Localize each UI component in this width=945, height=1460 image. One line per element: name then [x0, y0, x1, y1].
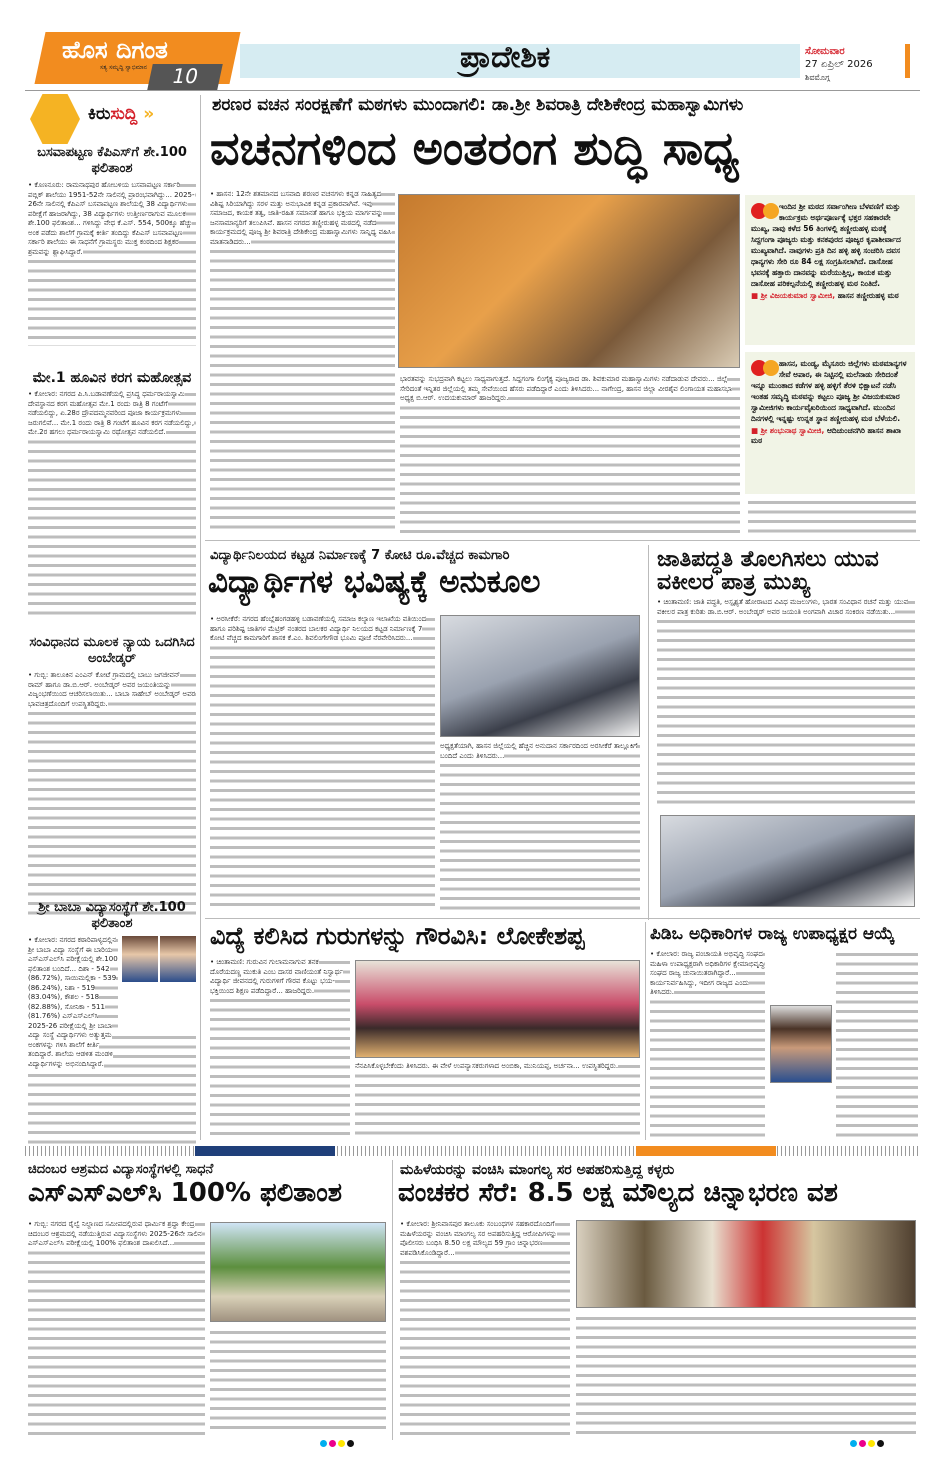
quote-author: ■ ಶ್ರೀ ವಿಜಯಕುಮಾರ ಸ್ವಾಮೀಜಿ, ಹಾಸನ ತಣ್ಣೀರುಹಳ್ಳ ಮಠ: [751, 291, 899, 300]
row-rule: [205, 540, 920, 541]
section-divider-stripe: [25, 1146, 920, 1156]
row-rule: [205, 918, 920, 919]
weekday: ಸೋಮವಾರ: [805, 46, 845, 57]
brief-headline: ಬಸವಾಪಟ್ಟಣ ಕೆಪಿಎಸ್‌ಗೆ ಶೇ.100 ಫಲಿತಾಂಶ: [37, 145, 187, 176]
story4-photo-teachers-felicitation: [355, 960, 640, 1058]
edition-city: ಶಿವಮೊಗ್ಗ: [805, 73, 830, 82]
story2-headline: ವಿದ್ಯಾರ್ಥಿಗಳ ಭವಿಷ್ಯಕ್ಕೆ ಅನುಕೂಲ: [208, 564, 541, 600]
story2-body: • ಅರಸೀಕೆರೆ: ನಗರದ ಹೆಂಬ್ಲೆಹಂಗಡಹಳ್ಳಿ ಬಡಾವಣೆಯಲ್ಲಿ ಸಮಾಜ ಕಲ್ಯಾಣ ಇಲಾಖೆಯ ವತಿಯಿಂದ ಹಾಗೂ ಪರಿಶಿಷ್ಟ ಜಾತಿಗಳ ಮೆಟ್ರಿಕ್ ನಂತರದ ಬಾಲಕರ ವಿದ್ಯಾರ್ಥಿ ನಿಲಯದ ಕಟ್ಟಡ ನಿರ್ಮಾಣಕ್ಕೆ 7 ಕೋಟಿ ವೆಚ್ಚದ ಕಾಮಗಾರಿಗೆ ಶಾಸಕ ಕೆ.ಎಂ. ಶಿವಲಿಂಗೇಗೌಡ ಭೂಮಿ ಪೂಜೆ ನೆರವೇರಿಸಿದರು...: [210, 615, 435, 910]
pointing-hand-icon: [30, 94, 80, 144]
brief-body: • ಕೋಲಾರ: ನಗರದ ಕಠಾರಿಪಾಳ್ಯದಲ್ಲಿನ ಶ್ರೀ ಬಾಬಾ ವಿದ್ಯಾ ಸಂಸ್ಥೆಗೆ ಈ ಬಾರಿಯ ಎಸ್‌ಎಸ್‌ಎಲ್‌ಸಿ ಪರೀಕ್ಷೆಯಲ್ಲಿ ಶೇ.100 ಫಲಿತಾಂಶ ಬಂದಿದೆ... ದಿಶಾ - 542 (86.72%), ಸಾಯಿಮಲ್ಲಿಕಾ - 539 (86.24%), ನಿಶಾ - 519 (83.04%), ಕೌಶಲ - 518 (82.88%), ಸೋನಿಕಾ - 511 (81.76%) ಎಸ್‌ಎಸ್‌ಎಲ್‌ಸಿ 2025-26 ಪರೀಕ್ಷೆಯಲ್ಲಿ ಶ್ರೀ ಬಾಬಾ ವಿದ್ಯಾ ಸಂಸ್ಥೆ ವಿದ್ಯಾರ್ಥಿಗಳು ಅತ್ಯುತ್ತಮ ಅಂಕಗಳನ್ನು ಗಳಿಸಿ ಶಾಲೆಗೆ ಕೀರ್ತಿ ತಂದಿದ್ದಾರೆ. ಶಾಲೆಯ ಆಡಳಿತ ಮಂಡಳಿ ವಿದ್ಯಾರ್ಥಿಗಳನ್ನು ಅಭಿನಂದಿಸಿದ್ದಾರೆ.: [28, 936, 118, 1068]
story3-photo-lawyers-group: [660, 815, 915, 907]
brief-headline: ಶ್ರೀ ಬಾಬಾ ವಿದ್ಯಾಸಂಸ್ಥೆಗೆ ಶೇ.100 ಫಲಿತಾಂಶ: [38, 900, 186, 931]
story2-photo-groundbreaking: [440, 615, 640, 737]
brief-1: [28, 145, 196, 346]
newspaper-logo: ಹೊಸ ದಿಗಂತ: [62, 36, 168, 64]
date-block: [805, 45, 873, 84]
print-registration-marks: [320, 1440, 354, 1447]
column-divider: [392, 1160, 393, 1440]
lead-body-tail: [748, 498, 916, 533]
story5-body-cont: [836, 950, 918, 1140]
story5-body: • ಕೋಲಾರ: ರಾಜ್ಯ ಪಂಚಾಯತಿ ಅಭಿವೃದ್ಧಿ ಸಂಘದ ಮಹಿಳಾ ಉಪಾಧ್ಯಕ್ಷರಾಗಿ ಅಧಿಕಾರಿಗಳ ಕ್ಷೇಮಾಭಿವೃದ್ಧಿ ಸಂಘದ ರಾಜ್ಯ ಚುನಾಯಿತರಾಗಿದ್ದಾರೆ... ಕಾರ್ಯನಿರ್ವಹಿಸಿದ್ದು, ಇದೀಗ ರಾಜ್ಯದ ಎಂದು ತಿಳಿಸಿದರು.: [650, 950, 765, 1140]
brief-3: [28, 635, 196, 916]
story2-kicker: ವಿದ್ಯಾರ್ಥಿನಿಲಯದ ಕಟ್ಟಡ ನಿರ್ಮಾಣಕ್ಕೆ 7 ಕೋಟಿ ರೂ.ವೆಚ್ಚದ ಕಾಮಗಾರಿ: [210, 548, 510, 563]
story5-headline: ಪಿಡಿಒ ಅಧಿಕಾರಿಗಳ ರಾಜ್ಯ ಉಪಾಧ್ಯಕ್ಷರ ಆಯ್ಕೆ: [650, 924, 895, 944]
story6-kicker: ಚಿದಂಬರ ಆಶ್ರಮದ ವಿದ್ಯಾಸಂಸ್ಥೆಗಳಲ್ಲಿ ಸಾಧನೆ: [28, 1162, 214, 1177]
quote-text: ಹಾಸನ, ಮಂಡ್ಯ, ಮೈಸೂರು ಜಿಲ್ಲೆಗಳು ಮಠಮಾನ್ಯಗಳ ಸೇವೆ ಅಪಾರ, ಈ ನಿಟ್ಟಿನಲ್ಲಿ ಮಲೆನಾಡು ಸೇರಿದಂತೆ ಇನ್ನೂ ಮುಂತಾದ ಕಡೆಗಳ ಹಳ್ಳಿ ಹಳ್ಳಿಗೆ ತೆರಳಿ ಭಿಕ್ಷಾಟನೆ ನಡೆಸಿ ಇಂತಹ ಸಮೃದ್ಧಿ ಮಠವನ್ನು ಕಟ್ಟಲು ಪೂಜ್ಯ ಶ್ರೀ ವಿಜಯಕುಮಾರ ಸ್ವಾಮೀಜಿಗಳು ಕಾರ್ಯವೈಖರಿಯಿಂದ ಸಾಧ್ಯವಾಗಿದೆ. ಮುಂದಿನ ದಿನಗಳಲ್ಲಿ ಇನ್ನಷ್ಟು ಉನ್ನತ ಸ್ಥಾನ ತಣ್ಣೀರುಹಳ್ಳ ಮಠ ಬೆಳೆಯಲಿ.: [751, 359, 907, 423]
student-photo: [122, 936, 158, 982]
story7-body: • ಕೋಲಾರ: ಶ್ರೀನಿವಾಸಪುರ ತಾಲೂಕು ಸಂಬಂಧಗಳ ಸಹಕಾರದೊಂದಿಗೆ ಮಹಿಳೆಯರನ್ನು ವಂಚಿಸಿ ಮಾಂಗಲ್ಯ ಸರ ಅಪಹರಿಸುತ್ತಿದ್ದ ಆರೋಪಿಗಳನ್ನು ಪೊಲೀಸರು ಬಂಧಿಸಿ 8.50 ಲಕ್ಷ ಮೌಲ್ಯದ 59 ಗ್ರಾಂ ಚಿನ್ನಾಭರಣ ವಶಪಡಿಸಿಕೊಂಡಿದ್ದಾರೆ...: [400, 1220, 570, 1435]
divider-orange-block: [636, 1146, 776, 1156]
lead-photo-swamijis-lamp-lighting: [398, 194, 740, 368]
story7-photo-police-seized-gold: [576, 1220, 916, 1308]
story6-body-cont: [210, 1328, 386, 1435]
story4-body-cont: ನೆನಪಿಸಿಕೊಳ್ಳಬೇಕೆಂದು ತಿಳಿಸಿದರು. ಈ ವೇಳೆ ಉಪನ್ಯಾಸಕರುಗಳಾದ ಅಂಬಿಕಾ, ಮುನಿಯಪ್ಪ, ಅರ್ಚನಾ... ಉಪಸ್ಥಿತರಿದ್ದರು.: [355, 1062, 640, 1140]
story6-headline: ಎಸ್‌ಎಸ್‌ಎಲ್‌ಸಿ 100% ಫಲಿತಾಂಶ: [28, 1178, 342, 1208]
story3-headline: ಜಾತಿಪದ್ಧತಿ ತೊಲಗಿಸಲು ಯುವ ವಕೀಲರ ಪಾತ್ರ ಮುಖ್ಯ: [657, 547, 879, 596]
print-registration-marks: [850, 1440, 884, 1447]
column-divider: [648, 545, 649, 920]
section-title: ಪ್ರಾದೇಶಿಕ: [460, 40, 551, 75]
header-rule: [25, 90, 920, 91]
lead-body: • ಹಾಸನ: 12ನೇ ಶತಮಾನದ ಬಸವಾದಿ ಶರಣರ ವಚನಗಳು ಕನ್ನಡ ಸಾಹಿತ್ಯದ ವಿಶಿಷ್ಟ ಸಿರಿಯಾಗಿದ್ದು ಸರಳ ಮತ್ತು ಅನುಭಾವಿಕ ಕನ್ನಡ ಪ್ರಕಾರವಾಗಿವೆ. ಇವು ಸಮಾಜದ, ಕಾಯಕ ತತ್ವ, ಜಾತಿ-ರಹಿತ ಸಮಾನತೆ ಹಾಗೂ ಭಕ್ತಿಯ ಮಾರ್ಗವನ್ನು ಜನಸಾಮಾನ್ಯರಿಗೆ ತಲುಪಿಸಿವೆ. ಹಾಸನ ನಗರದ ತಣ್ಣೀರುಹಳ್ಳ ಮಠದಲ್ಲಿ ನಡೆದ ಕಾರ್ಯಕ್ರಮದಲ್ಲಿ ಪೂಜ್ಯ ಶ್ರೀ ಶಿವರಾತ್ರಿ ದೇಶಿಕೇಂದ್ರ ಮಹಾಸ್ವಾಮಿಗಳು ಸಾನ್ನಿಧ್ಯ ವಹಿಸಿ ಮಾತನಾಡಿದರು...: [210, 190, 395, 535]
quote-icon: [751, 201, 779, 221]
student-photos: [122, 936, 196, 1031]
story7-kicker: ಮಹಿಳೆಯರನ್ನು ವಂಚಿಸಿ ಮಾಂಗಲ್ಯ ಸರ ಅಪಹರಿಸುತ್ತಿದ್ದ ಕಳ್ಳರು: [400, 1162, 675, 1178]
story6-body: • ಗುಬ್ಬಿ: ನಗರದ ರೈಲ್ವೆ ನಿಲ್ದಾಣದ ಸಮೀಪದಲ್ಲಿರುವ ಧಾರ್ಮಿಕ ಶ್ರದ್ಧಾ ಕೇಂದ್ರ ಚಿದಂಬರ ಆಶ್ರಮದಲ್ಲಿ ನಡೆಯುತ್ತಿರುವ ವಿದ್ಯಾಸಂಸ್ಥೆಗಳು 2025-26ನೇ ಸಾಲಿನ ಎಸ್‌ಎಸ್‌ಎಲ್‌ಸಿ ಪರೀಕ್ಷೆಯಲ್ಲಿ 100% ಫಲಿತಾಂಶ ದಾಖಲಿಸಿದೆ...: [28, 1220, 205, 1435]
lead-headline: ವಚನಗಳಿಂದ ಅಂತರಂಗ ಶುದ್ಧಿ ಸಾಧ್ಯ: [210, 121, 740, 175]
quote-icon: [751, 358, 779, 378]
divider-blue-block: [195, 1146, 335, 1156]
quote-box-2: [745, 352, 915, 494]
lead-kicker: ಶರಣರ ವಚನ ಸಂರಕ್ಷಣೆಗೆ ಮಠಗಳು ಮುಂದಾಗಲಿ: ಡಾ.ಶ್ರೀ ಶಿವರಾತ್ರಿ ದೇಶಿಕೇಂದ್ರ ಮಹಾಸ್ವಾಮಿಗಳು: [212, 95, 744, 115]
story5-portrait: [770, 1005, 832, 1083]
column-divider: [645, 922, 646, 1140]
brief-headline: ಮೇ.1 ಹೂವಿನ ಕರಗ ಮಹೋತ್ಸವ: [32, 370, 192, 386]
quote-text: ಇಂದಿನ ಶ್ರೀ ಮಠದ ಸರ್ವಾಂಗೀಣ ಬೆಳವಣಿಗೆ ಮತ್ತು ಕಾರ್ಯಕ್ರಮ ಅರ್ಥಪೂರ್ಣಕ್ಕೆ ಭಕ್ತರ ಸಹಕಾರವೇ ಮುಖ್ಯ, ನಾವು ಕಳೆದ 56 ತಿಂಗಳಲ್ಲಿ ತಣ್ಣೀರುಹಳ್ಳ ಮಠಕ್ಕೆ ಸಿದ್ದಗಂಗಾ ಪೂಜ್ಯರು ಮತ್ತು ಕನಕಪುರದ ಪೂಜ್ಯರ ಕೃಪಾಶೀರ್ವಾದ ಮುಖ್ಯವಾಗಿದೆ. ನಾವುಗಳು ಪ್ರತಿ ದಿನ ಹಳ್ಳಿ ಹಳ್ಳಿ ಸಂಚರಿಸಿ ದವಸ ಧಾನ್ಯಗಳು ಸೇರಿ ರೂ 84 ಲಕ್ಷ ಸಂಗ್ರಹಿಸಲಾಗಿದೆ. ದಾಸೋಹ ಭವನಕ್ಕೆ ಹತ್ತಾರು ದಾನವನ್ನು ಮರೆಯುತ್ತಿಲ್ಲ, ಕಾಯಕ ಮತ್ತು ದಾಸೋಹ ಪರಿಕಲ್ಪನೆಯಲ್ಲಿ ತಣ್ಣೀರುಹಳ್ಳ ಮಠ ನಿಂತಿದೆ.: [751, 202, 901, 288]
quote-box-1: [745, 195, 915, 345]
date: 27 ಏಪ್ರಿಲ್ 2026: [805, 59, 873, 70]
logo-tagline: ಸತ್ಯ ಸಮೃದ್ಧಿ ಸ್ವಾಭಿಮಾನ: [100, 64, 147, 71]
story4-headline: ವಿದ್ಯೆ ಕಲಿಸಿದ ಗುರುಗಳನ್ನು ಗೌರವಿಸಿ: ಲೋಕೇಶಪ್ಪ: [210, 922, 585, 950]
orange-accent: [905, 44, 910, 78]
brief-body: • ಕೋಲಾರ: ನಗರದ ಪಿ.ಸಿ.ಬಡಾವಣೆಯಲ್ಲಿ ಪ್ರಸಿದ್ಧ ಧರ್ಮರಾಯಸ್ವಾಮಿ ದೇವಸ್ಥಾನದ ಕರಗ ಮಹೋತ್ಸವ ಮೇ.1 ರಂದು ರಾತ್ರಿ 8 ಗಂಟೆಗೆ ನಡೆಯಲಿದ್ದು, ಏ.28ರ ದ್ರೌಪದಮ್ಮನವರಿಂದ ಪೂಜಾ ಕಾರ್ಯಕ್ರಮಗಳು ಜರುಗಲಿವೆ... ಮೇ.1 ರಂದು ರಾತ್ರಿ 8 ಗಂಟೆಗೆ ಹೂವಿನ ಕರಗ ನಡೆಯಲಿದ್ದು, ಮೇ.2ರ ಹಗಲು ಧರ್ಮರಾಯಸ್ವಾಮಿ ರಥೋತ್ಸವ ನಡೆಯಲಿದೆ.: [28, 390, 196, 615]
kirusuddi-title: ಕಿರುಸುದ್ದಿ »: [88, 104, 155, 124]
brief-headline: ಸಂವಿಧಾನದ ಮೂಲಕ ನ್ಯಾಯ ಒದಗಿಸಿದ ಅಂಬೇಡ್ಕರ್: [29, 635, 195, 666]
brief-body: • ಗುಬ್ಬಿ: ತಾಲೂಕಿನ ಎಂಎನ್ ಕೋಟೆ ಗ್ರಾಮದಲ್ಲಿ ಬಾಬು ಜಗಜೀವನ್ ರಾಮ್ ಹಾಗೂ ಡಾ.ಬಿ.ಆರ್. ಅಂಬೇಡ್ಕರ್ ಅವರ ಜಯಂತಿಯನ್ನು ವಿಜೃಂಭಣೆಯಿಂದ ಆಚರಿಸಲಾಯಿತು... ಬಾಬಾ ಸಾಹೇಬ್ ಅಂಬೇಡ್ಕರ್ ಅವರ ಭಾವಚಿತ್ರದೊಂದಿಗೆ ಉಪಸ್ಥಿತರಿದ್ದರು.: [28, 671, 196, 916]
lead-body-cont: ಭಾರತವನ್ನು ಸುಭದ್ರವಾಗಿ ಕಟ್ಟಲು ಸಾಧ್ಯವಾಗುತ್ತದೆ. ಸಿದ್ದಗಂಗಾ ಲಿಂಗೈಕ್ಯ ಪೂಜ್ಯರಾದ ಡಾ. ಶಿವಕುಮಾರ ಮಹಾಸ್ವಾಮಿಗಳು ನಡೆದಾಡುವ ದೇವರು... ಜಿಲ್ಲೆ ಸೇರಿದಂತೆ ಇನ್ನಿತರ ಜಿಲ್ಲೆಯಲ್ಲಿ ತಮ್ಮ ಸೇವೆಯಿಂದ ಹೆಸರು ಪಡೆದಿದ್ದಾರೆ ಎಂದು ತಿಳಿಸಿದರು... ನಾಗೇಂದ್ರ, ಹಾಸನ ಜಿಲ್ಲಾ ವೀರಶೈವ ಲಿಂಗಾಯತ ಮಹಾಸಭಾ ಅಧ್ಯಕ್ಷ ಬಿ.ಆರ್. ಉದಯಕುಮಾರ್ ಹಾಜರಿದ್ದರು.: [400, 375, 740, 535]
student-photo: [160, 936, 196, 982]
brief-4: [28, 900, 196, 1148]
story3-body: • ಚಿಂತಾಮಣಿ: ಜಾತಿ ಪದ್ಧತಿ, ಅಸ್ಪೃಶ್ಯತೆ ಹೋರಾಟದ ವಿವಿಧ ಮಜಲುಗಳು, ಭಾರತ ಸಂವಿಧಾನ ರಚನೆ ಮತ್ತು ಯುವ ವಕೀಲರ ಪಾತ್ರ ಕುರಿತು ಡಾ.ಬಿ.ಆರ್. ಅಂಬೇಡ್ಕರ್ ಅವರ ಜಯಂತಿ ಅಂಗವಾಗಿ ವಿಚಾರ ಸಂಕಿರಣ ನಡೆಯಿತು...: [657, 598, 915, 810]
story6-photo-school-building: [210, 1222, 386, 1322]
story4-body: • ಚಿಂತಾಮಣಿ: ಗುರುವಿನ ಗುಲಾಮನಾಗುವ ತನಕ ದೊರೆಯದಣ್ಣ ಮುಕುತಿ ಎಂಬ ದಾಸರ ವಾಣಿಯಂತೆ ನಿಸ್ವಾರ್ಥ ವಿದ್ಯಾರ್ಥಿ ಜೀವನದಲ್ಲಿ ಗುರುಗಳಿಗೆ ಗೌರವ ಕೊಟ್ಟು ಭಯ-ಭಕ್ತಿಯಿಂದ ಶಿಕ್ಷಣ ಪಡೆದಿದ್ದಾರೆ... ಹಾಜರಿದ್ದರು.: [210, 958, 350, 1140]
story7-headline: ವಂಚಕರ ಸೆರೆ: 8.5 ಲಕ್ಷ ಮೌಲ್ಯದ ಚಿನ್ನಾಭರಣ ವಶ: [398, 1178, 838, 1208]
brief-body: • ಕೊಣನೂರು: ರಾಮನಾಥಪುರ ಹೋಬಳಿಯ ಬಸವಾಪಟ್ಟಣ ಸರ್ಕಾರಿ ಪಬ್ಲಿಕ್ ಶಾಲೆಯು 1951-52ನೇ ಸಾಲಿನಲ್ಲಿ ಪ್ರಾರಂಭವಾಗಿದ್ದು... 2025-26ನೇ ಸಾಲಿನಲ್ಲಿ ಕೆಪಿಎಸ್ ಬಸವಾಪಟ್ಟಣ ಶಾಲೆಯಲ್ಲಿ 38 ವಿದ್ಯಾರ್ಥಿಗಳು ಪರೀಕ್ಷೆಗೆ ಹಾಜರಾಗಿದ್ದು, 38 ವಿದ್ಯಾರ್ಥಿಗಳು ಉತ್ತೀರ್ಣರಾಗುವ ಮೂಲಕ ಶೇ.100 ಫಲಿತಾಂಶ... ಗಳಿಸಿದ್ದು ವೇಧ ಕೆ.ಎಸ್. 554, 500ಕ್ಕೂ ಹೆಚ್ಚು ಅಂಕ ಪಡೆದು ಶಾಲೆಗೆ ಗ್ರಾಮಕ್ಕೆ ಕೀರ್ತಿ ತಂದಿದ್ದು ಕೆಪಿಎಸ್ ಬಸವಾಪಟ್ಟಣ ಸರ್ಕಾರಿ ಶಾಲೆಯು ಈ ಸಾಧನೆಗೆ ಗ್ರಾಮಸ್ಥರು ಮುಕ್ತ ಕಂಠದಿಂದ ಶಿಕ್ಷಕರ ಶ್ರಮವನ್ನು ಶ್ಲಾಘಿಸಿದ್ದಾರೆ.: [28, 181, 196, 346]
page-number: 10: [147, 64, 223, 90]
story7-body-cont: [576, 1314, 916, 1435]
story2-body-cont: ಅಧ್ಯಕ್ಷತೆಯಾಗಿ, ಹಾಸನ ಜಿಲ್ಲೆಯಲ್ಲಿ ಹೆಚ್ಚಿನ ಅನುದಾನ ಸರ್ಕಾರದಿಂದ ಅರಸೀಕೆರೆ ತಾಲ್ಲೂಕಿಗೆ ಬಂದಿದೆ ಎಂದು ತಿಳಿಸಿದರು...: [440, 742, 640, 910]
brief-2: [28, 370, 196, 615]
quote-author: ■ ಶ್ರೀ ಶಂಭುನಾಥ ಸ್ವಾಮೀಜಿ, ಆದಿಚುಂಚನಗಿರಿ ಹಾಸನ ಶಾಖಾ ಮಠ: [751, 426, 902, 445]
column-divider: [200, 95, 201, 1140]
